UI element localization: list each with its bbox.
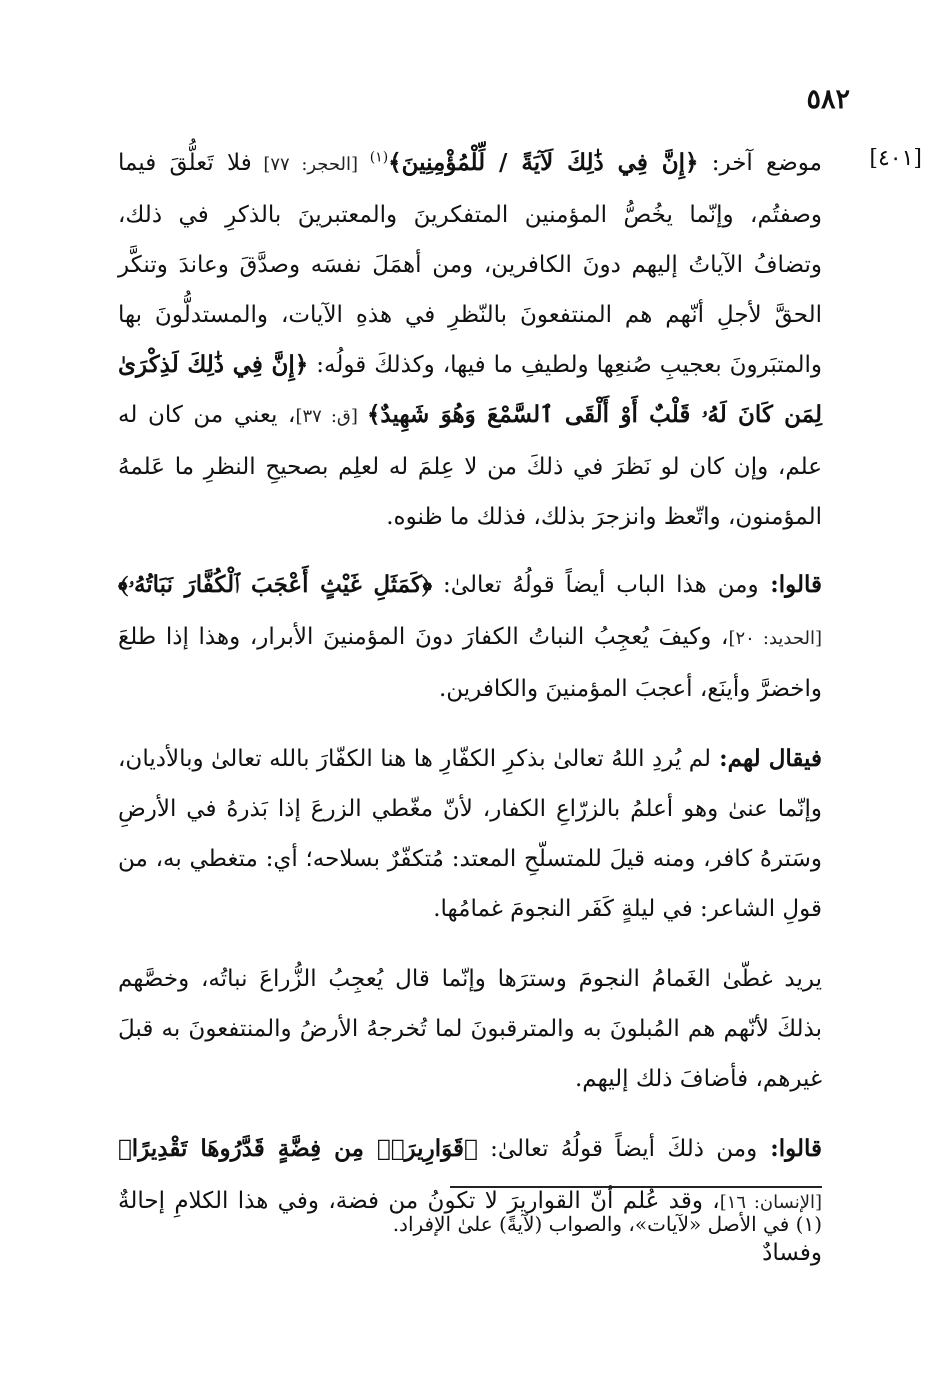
paragraph-lead: ومن هذا الباب أيضاً قولُهُ تعالىٰ: <box>432 572 759 598</box>
paragraph-text: فلا تَعلُّقَ فيما وصفتُم، وإنّما يخُصُّ المؤمنين المتفكرينَ والمعتبرينَ بالذكرِ في ذلك، وتضافُ الآياتُ إليهم دونَ الكافرين، ومن أهمَلَ نفسَه وصدَّقَ وعاندَ وتنكَّر الحقَّ لأجلِ أنّهم هم المنتفعونَ بالنّظرِ في هذهِ الآيات، والمستدلُّونَ بها والمتبَرونَ بعجيبِ صُنعِها ولطيفِ ما فيها، وكذلكَ قولُه: <box>118 150 822 378</box>
quran-verse: ﴿كَمَثَلِ غَيْثٍ أَعْجَبَ ٱلْكُفَّارَ نَبَاتُهُۥ﴾ <box>118 571 433 598</box>
paragraph-2 <box>118 560 822 714</box>
paragraph-lead: ومن ذلكَ أيضاً قولُهُ تعالىٰ: <box>477 1136 758 1162</box>
speaker-label: قالوا: <box>757 1135 823 1162</box>
paragraph-3 <box>118 734 822 934</box>
section-marker: [٤٠١] <box>869 146 922 171</box>
paragraph-text: يريد غطّىٰ الغَمامُ النجومَ وسترَها وإنّما قال يُعجِبُ الزُّراعَ نباتُه، وخصَّهم بذلكَ لأنّهم هم المُبلونَ به والمترقبونَ لما تُخرجهُ الأرضُ والمنتفعونَ به قبلَ غيرهم، فأضافَ ذلك إليهم. <box>118 966 822 1092</box>
verse-reference: [الإنسان: ١٦] <box>719 1192 822 1213</box>
page-number: ٥٨٢ <box>806 84 850 115</box>
paragraph-text: لم يُردِ اللهُ تعالىٰ بذكرِ الكفّارِ ها هنا الكفّارَ بالله تعالىٰ وبالأديان، وإنّما عنىٰ وهو أعلمُ بالزرّاعِ الكفار، لأنّ مغّطي الزرعَ إذا بَذرهُ في الأرضِ وسَترهُ كافر، ومنه قيلَ للمتسلّحِ المعتد: مُتكفّرٌ بسلاحه؛ أي: متغطي به، من قولِ الشاعر: في ليلةٍ كَفَر النجومَ غمامُها. <box>118 746 822 922</box>
paragraph-4 <box>118 954 822 1104</box>
quran-verse: ﴿إِنَّ فِي ذَٰلِكَ لَذِكْرَىٰ لِمَن كَانَ لَهُۥ قَلْبٌ أَوْ أَلْقَى ٱلسَّمْعَ وَهُوَ شَهِيدٌ﴾ <box>118 351 822 428</box>
footnote-marker: (١) <box>369 149 389 166</box>
footnote: (١) في الأصل «لآيات»، والصواب (لآيةً) علىٰ الإفراد. <box>392 1212 822 1236</box>
main-text <box>118 138 822 1278</box>
paragraph-lead: موضع آخر: <box>698 150 822 176</box>
paragraph-text: ، وقد عُلم أنّ القواريرَ لا تكونُ من فضة، وفي هذا الكلامِ إحالةٌ وفسادٌ <box>118 1188 822 1266</box>
quran-verse: ﴿قَوَارِيرَا۟ مِن فِضَّةٍ قَدَّرُوهَا تَقْدِيرًا﴾ <box>118 1135 478 1162</box>
speaker-label: قالوا: <box>758 571 822 598</box>
paragraph-1 <box>118 138 822 542</box>
verse-reference: [ق: ٣٧] <box>295 406 367 427</box>
speaker-label: فيقال لهم: <box>711 745 822 772</box>
paragraph-text: ، وكيفَ يُعجِبُ النباتُ الكفارَ دونَ المؤمنينَ الأبرار، وهذا إذا طلعَ واخضرَّ وأينَع، أعجبَ المؤمنينَ والكافرين. <box>118 624 822 702</box>
quran-verse: ﴿إِنَّ فِي ذَٰلِكَ لَآيَةً / لِّلْمُؤْمِنِينَ﴾ <box>388 149 699 176</box>
footnote-divider <box>450 1186 822 1188</box>
verse-reference: [الحجر: ٧٧] <box>251 154 370 175</box>
paragraph-text: ، يعني من كان له علم، وإن كان لو نَظرَ في ذلكَ من لا عِلمَ له لعلِم بصحيحِ النظرِ ما عَلمهُ المؤمنون، واتّعظ وانزجرَ بذلك، فذلك ما ظنوه. <box>118 402 822 530</box>
paragraph-5 <box>118 1124 822 1278</box>
verse-reference: [الحديد: ٢٠] <box>728 628 822 649</box>
